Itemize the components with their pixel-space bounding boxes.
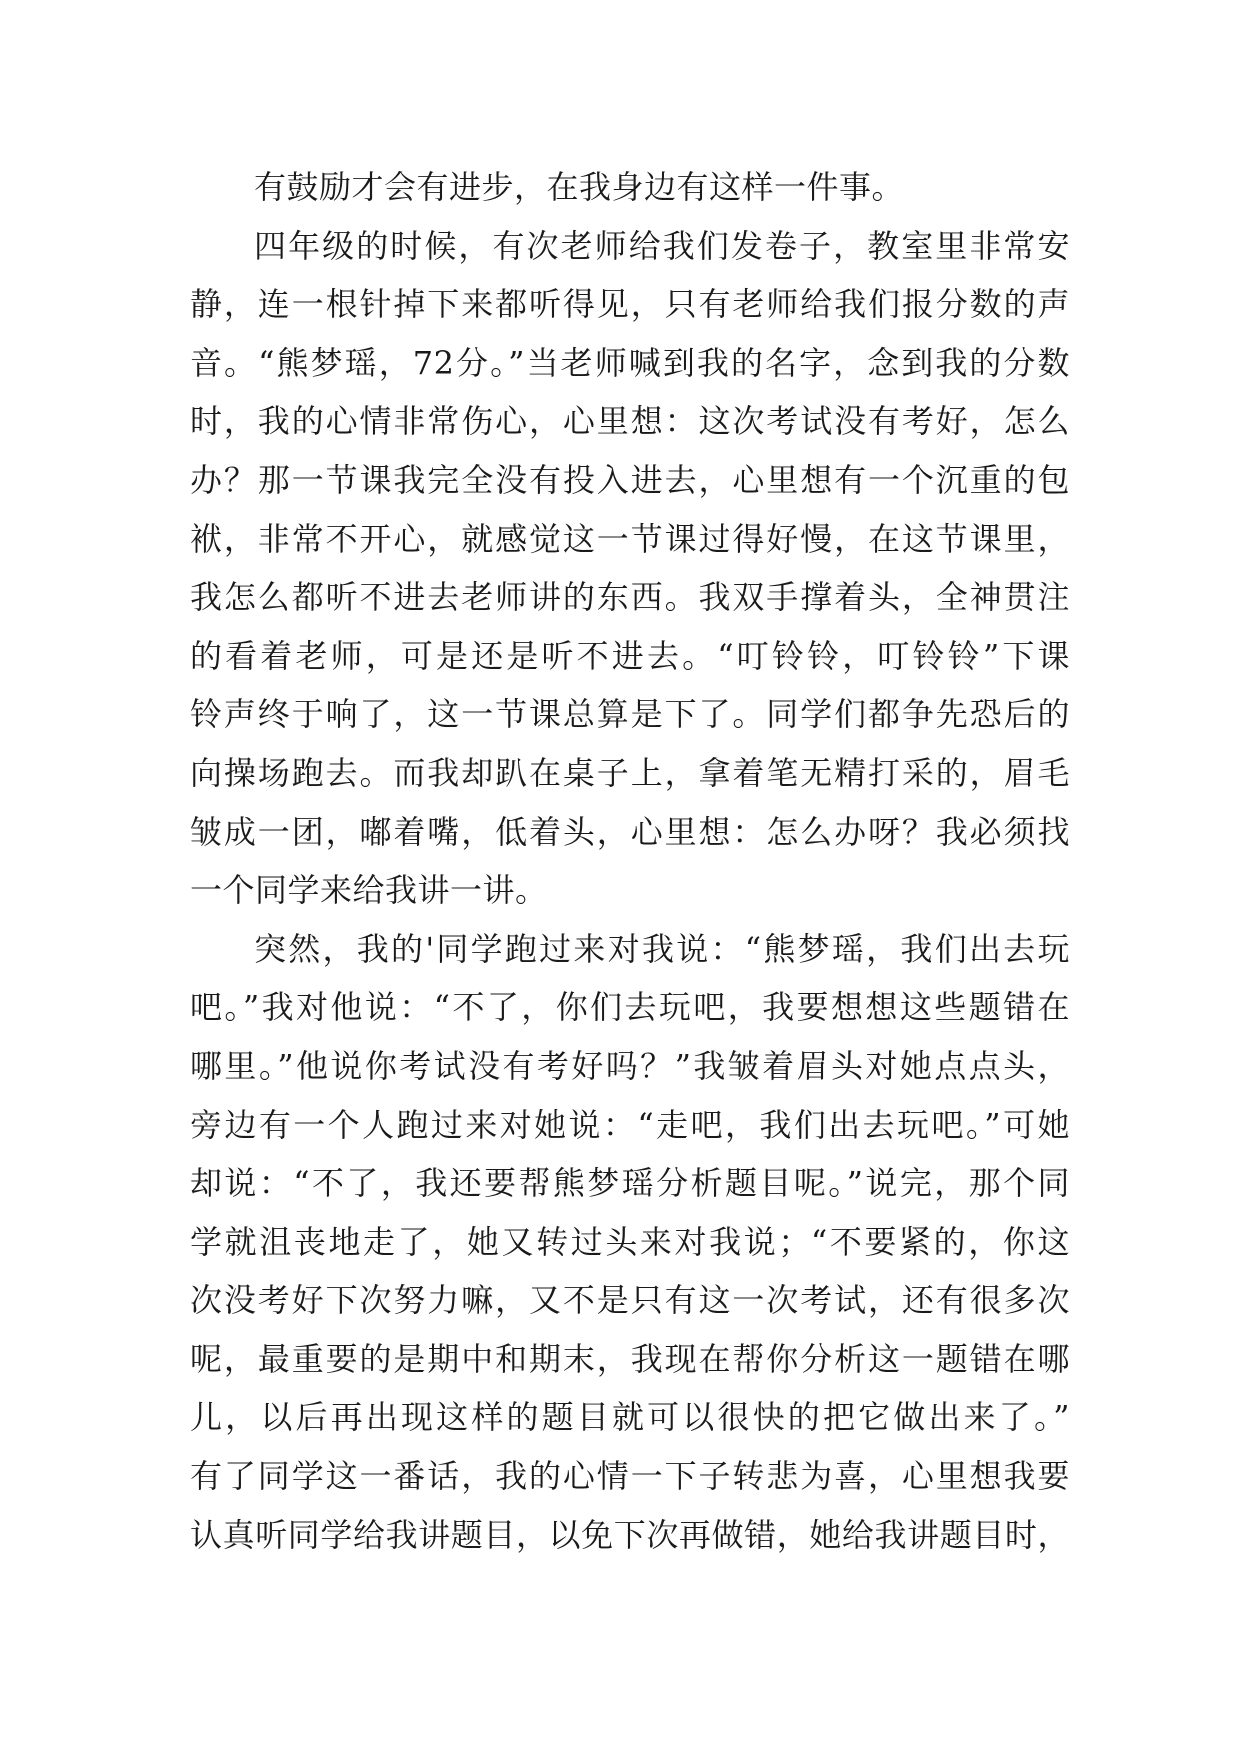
paragraph-2-line: 的看着老师，可是还是听不进去。“叮铃铃，叮铃铃”下课: [190, 636, 1070, 675]
paragraph-3-line: 认真听同学给我讲题目，以免下次再做错，她给我讲题目时，: [190, 1515, 1070, 1554]
paragraph-3-line: 次没考好下次努力嘛，又不是只有这一次考试，还有很多次: [190, 1281, 1070, 1320]
paragraph-1-line: 有鼓励才会有进步，在我身边有这样一件事。: [254, 168, 905, 206]
paragraph-2-line: 四年级的时候，有次老师给我们发卷子，教室里非常安: [254, 226, 1070, 265]
paragraph-3-line: 有了同学这一番话，我的心情一下子转悲为喜，心里想我要: [190, 1457, 1070, 1496]
paragraph-2-line: 音。“熊梦瑶，72分。”当老师喊到我的名字，念到我的分数: [190, 343, 1070, 382]
paragraph-2-line: 向操场跑去。而我却趴在桌子上，拿着笔无精打采的，眉毛: [190, 753, 1070, 792]
paragraph-2-line: 静，连一根针掉下来都听得见，只有老师给我们报分数的声: [190, 285, 1070, 324]
paragraph-2-line: 办？那一节课我完全没有投入进去，心里想有一个沉重的包: [190, 460, 1070, 499]
paragraph-3-line: 学就沮丧地走了，她又转过头来对我说；“不要紧的，你这: [190, 1222, 1070, 1261]
paragraph-2-line: 一个同学来给我讲一讲。: [190, 871, 548, 910]
paragraph-2-line: 时，我的心情非常伤心，心里想：这次考试没有考好，怎么: [190, 402, 1070, 441]
document-body: [190, 158, 1070, 1564]
paragraph-2-line: 我怎么都听不进去老师讲的东西。我双手撑着头，全神贯注: [190, 578, 1070, 617]
paragraph-3-line: 哪里。”他说你考试没有考好吗？”我皱着眉头对她点点头，: [190, 1046, 1070, 1085]
paragraph-3-line: 突然，我的'同学跑过来对我说：“熊梦瑶，我们出去玩: [254, 929, 1070, 968]
paragraph-2-line: 袱，非常不开心，就感觉这一节课过得好慢，在这节课里，: [190, 519, 1070, 558]
paragraph-3-line: 却说：“不了，我还要帮熊梦瑶分析题目呢。”说完，那个同: [190, 1164, 1070, 1203]
paragraph-2-line: 铃声终于响了，这一节课总算是下了。同学们都争先恐后的: [190, 695, 1070, 734]
paragraph-3-line: 呢，最重要的是期中和期末，我现在帮你分析这一题错在哪: [190, 1339, 1070, 1378]
paragraph-2-line: 皱成一团，嘟着嘴，低着头，心里想：怎么办呀？我必须找: [190, 812, 1070, 851]
paragraph-3-line: 吧。”我对他说：“不了，你们去玩吧，我要想想这些题错在: [190, 988, 1070, 1027]
paragraph-3-line: 儿，以后再出现这样的题目就可以很快的把它做出来了。”: [190, 1398, 1070, 1437]
paragraph-3-line: 旁边有一个人跑过来对她说：“走吧，我们出去玩吧。”可她: [190, 1105, 1070, 1144]
